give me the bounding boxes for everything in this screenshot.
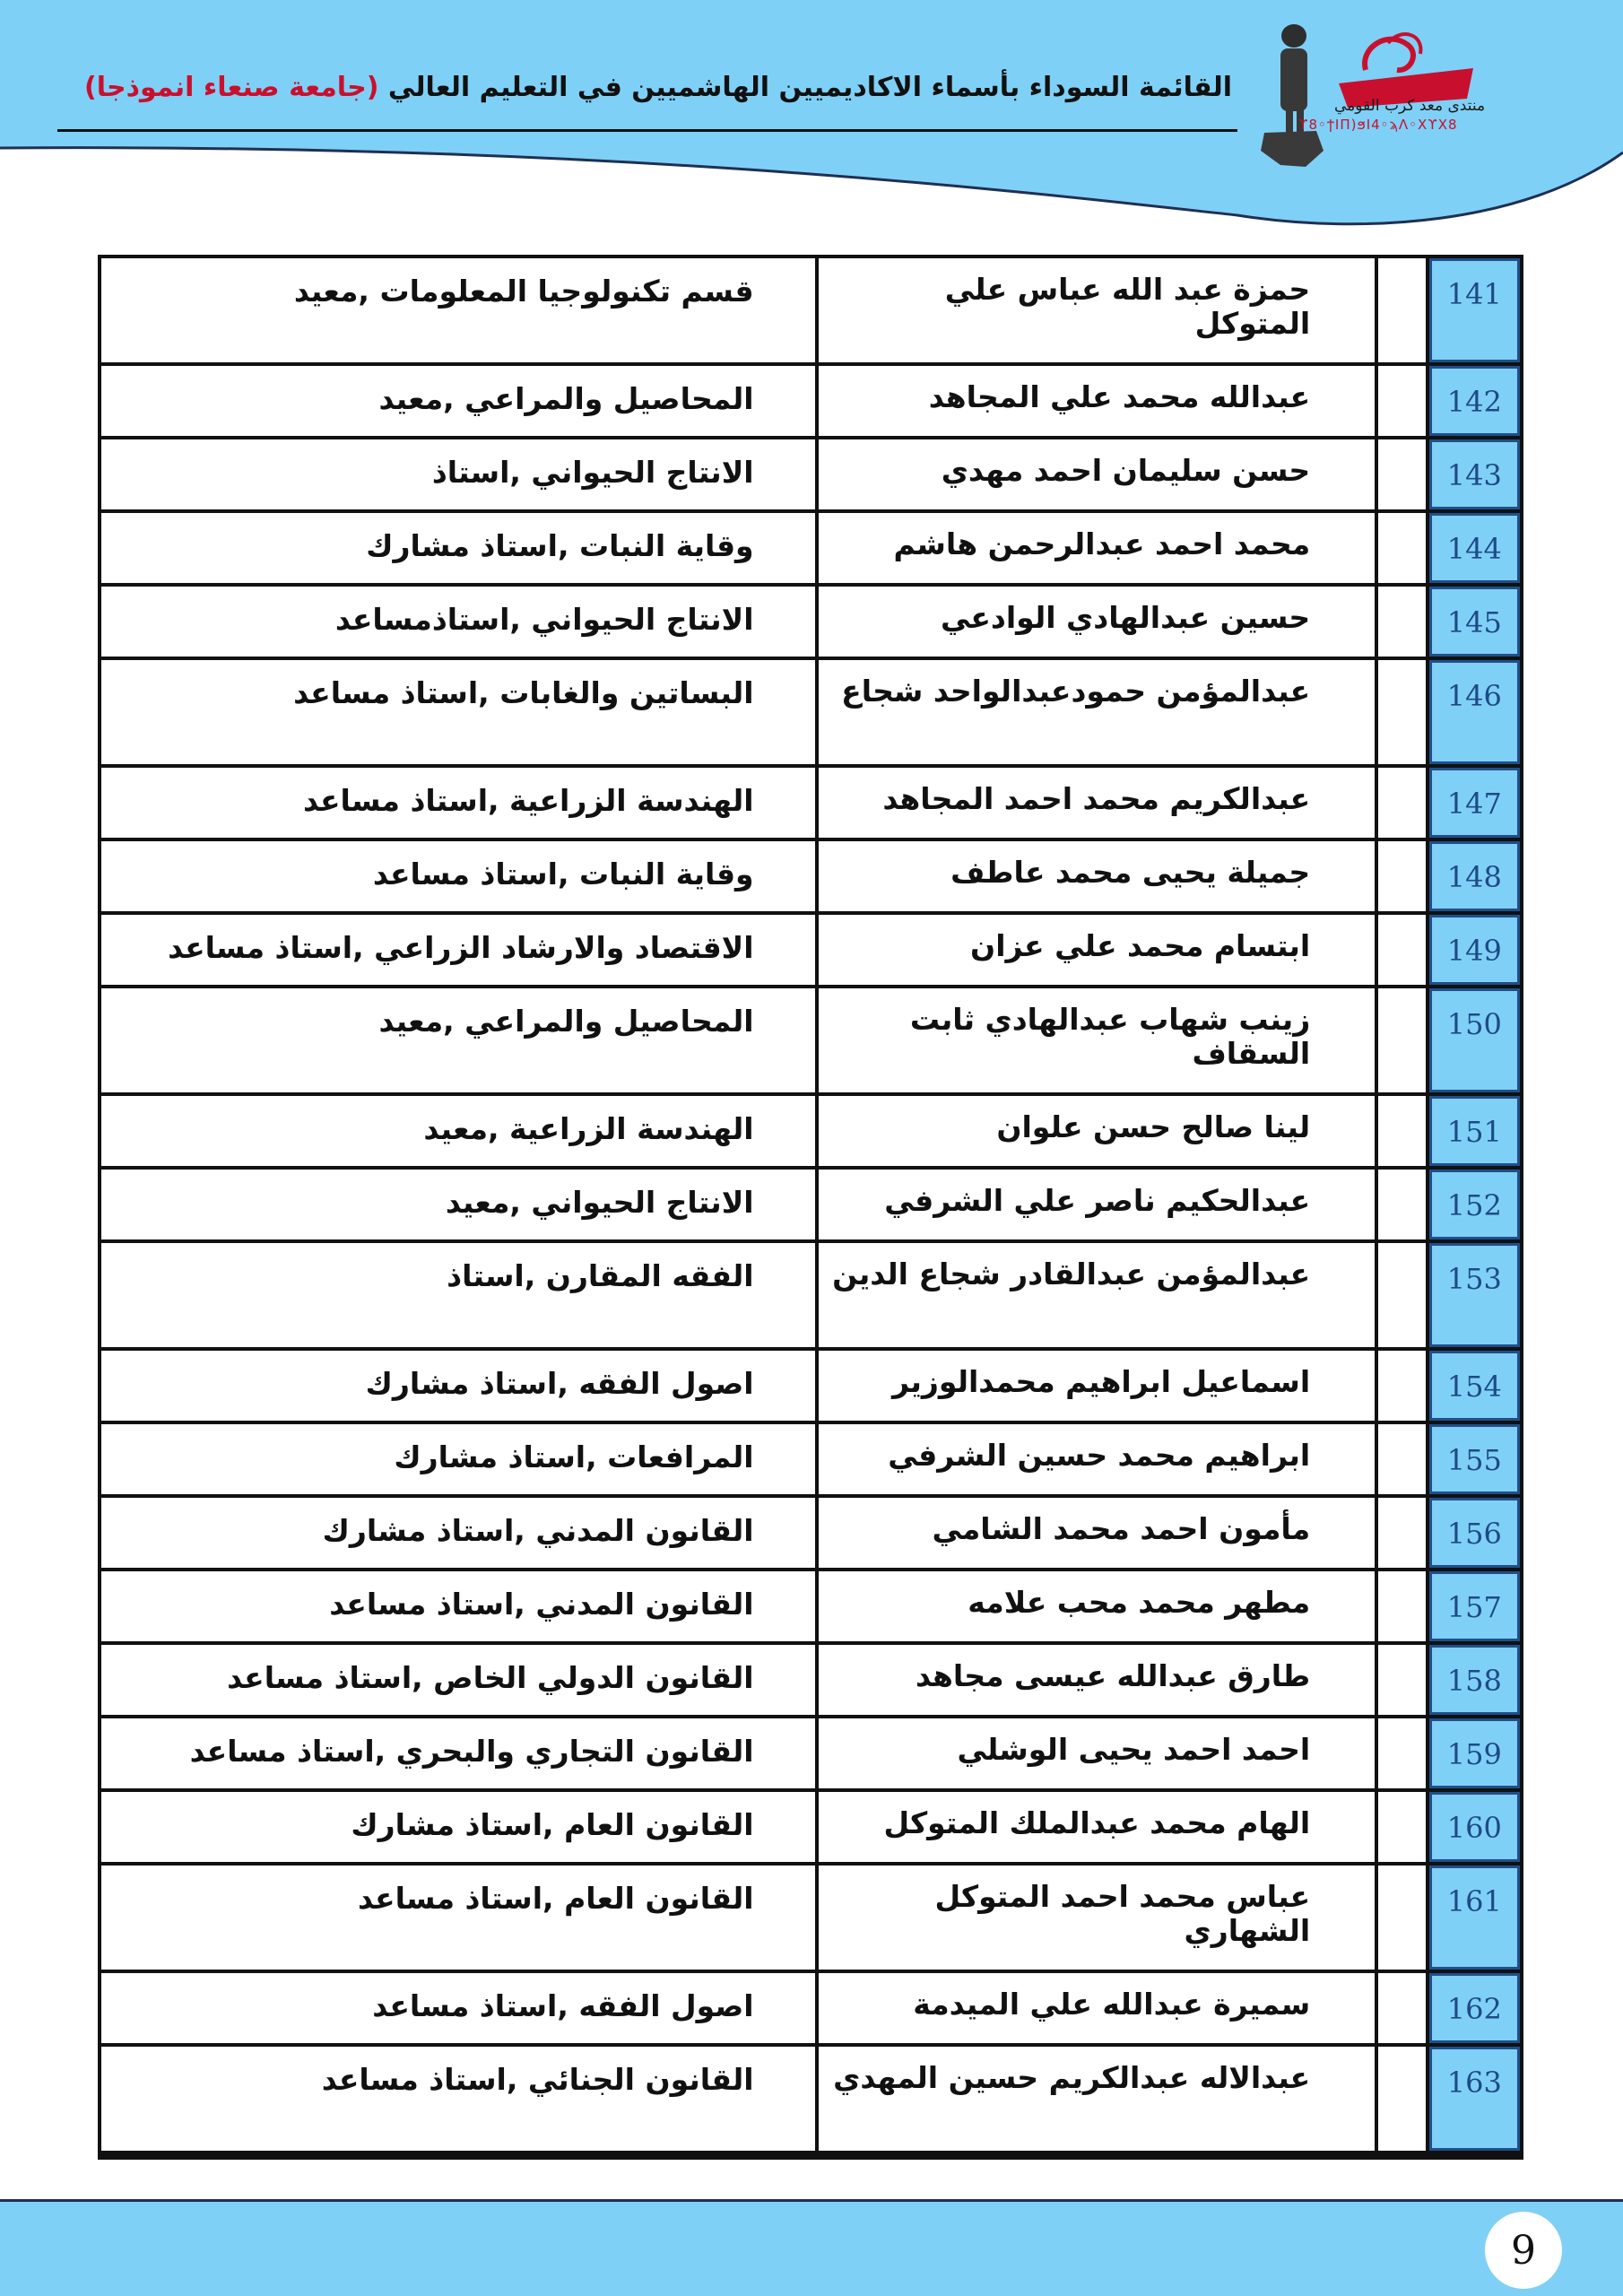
row-name: عبدالمؤمن عبدالقادر شجاع الدين — [819, 1243, 1376, 1347]
table-row — [101, 841, 1520, 911]
row-spacer — [1378, 366, 1426, 436]
row-name: الهام محمد عبدالملك المتوكل — [819, 1792, 1376, 1862]
row-spacer — [1378, 1170, 1426, 1239]
row-name: مأمون احمد محمد الشامي — [819, 1498, 1376, 1568]
row-department: القانون التجاري والبحري ,استاذ مساعد — [101, 1718, 815, 1788]
footer-bar — [0, 2199, 1623, 2296]
row-department: اصول الفقه ,استاذ مساعد — [101, 1973, 815, 2043]
row-department: القانون المدني ,استاذ مساعد — [101, 1571, 815, 1641]
row-department: القانون العام ,استاذ مساعد — [101, 1866, 815, 1970]
row-department: الانتاج الحيواني ,معيد — [101, 1170, 815, 1239]
table-row — [101, 660, 1520, 764]
table-row — [101, 1498, 1520, 1568]
row-number: 144 — [1429, 513, 1520, 583]
row-spacer — [1378, 1243, 1426, 1347]
row-name: زينب شهاب عبدالهادي ثابت السقاف — [819, 988, 1376, 1092]
row-spacer — [1378, 841, 1426, 911]
table-row — [101, 1718, 1520, 1788]
row-name: ابتسام محمد علي عزان — [819, 915, 1376, 985]
row-name: محمد احمد عبدالرحمن هاشم — [819, 513, 1376, 583]
row-name: ابراهيم محمد حسين الشرفي — [819, 1424, 1376, 1494]
table-row — [101, 1571, 1520, 1641]
table-row — [101, 1424, 1520, 1494]
row-name: حمزة عبد الله عباس علي المتوكل — [819, 258, 1376, 362]
row-department: قسم تكنولوجيا المعلومات ,معيد — [101, 258, 815, 362]
names-table — [98, 255, 1523, 2160]
row-spacer — [1378, 988, 1426, 1092]
row-department: وقاية النبات ,استاذ مساعد — [101, 841, 815, 911]
table-row — [101, 258, 1520, 362]
row-number: 147 — [1429, 768, 1520, 838]
row-department: القانون المدني ,استاذ مشارك — [101, 1498, 815, 1568]
row-department: القانون الجنائي ,استاذ مساعد — [101, 2047, 815, 2151]
page-number: 9 — [1485, 2212, 1562, 2289]
row-name: اسماعيل ابراهيم محمدالوزير — [819, 1351, 1376, 1421]
row-number: 161 — [1429, 1866, 1520, 1970]
table-row — [101, 768, 1520, 838]
row-name: عبدالمؤمن حمودعبدالواحد شجاع — [819, 660, 1376, 764]
table-row — [101, 587, 1520, 657]
table-row — [101, 1792, 1520, 1862]
row-spacer — [1378, 439, 1426, 509]
table-row — [101, 439, 1520, 509]
row-number: 159 — [1429, 1718, 1520, 1788]
row-number: 160 — [1429, 1792, 1520, 1862]
row-spacer — [1378, 1351, 1426, 1421]
row-number: 146 — [1429, 660, 1520, 764]
row-department: القانون العام ,استاذ مشارك — [101, 1792, 815, 1862]
row-spacer — [1378, 587, 1426, 657]
row-department: الهندسة الزراعية ,استاذ مساعد — [101, 768, 815, 838]
row-number: 141 — [1429, 258, 1520, 362]
row-spacer — [1378, 1498, 1426, 1568]
row-spacer — [1378, 1792, 1426, 1862]
row-number: 152 — [1429, 1170, 1520, 1239]
row-department: المرافعات ,استاذ مشارك — [101, 1424, 815, 1494]
table-row — [101, 366, 1520, 436]
row-number: 145 — [1429, 587, 1520, 657]
row-number: 154 — [1429, 1351, 1520, 1421]
row-department: المحاصيل والمراعي ,معيد — [101, 988, 815, 1092]
forum-logo — [1254, 16, 1478, 169]
table-row — [101, 1351, 1520, 1421]
row-name: طارق عبدالله عيسى مجاهد — [819, 1645, 1376, 1715]
row-number: 150 — [1429, 988, 1520, 1092]
logo-label: منتدى معد كرب القومي — [1334, 97, 1486, 115]
row-number: 151 — [1429, 1096, 1520, 1166]
row-name: حسن سليمان احمد مهدي — [819, 439, 1376, 509]
table-row — [101, 2047, 1520, 2151]
row-spacer — [1378, 915, 1426, 985]
title-highlight: (جامعة صنعاء انموذجا) — [83, 72, 379, 103]
table-row — [101, 1645, 1520, 1715]
row-number: 149 — [1429, 915, 1520, 985]
row-department: المحاصيل والمراعي ,معيد — [101, 366, 815, 436]
row-name: جميلة يحيى محمد عاطف — [819, 841, 1376, 911]
row-department: الهندسة الزراعية ,معيد — [101, 1096, 815, 1166]
row-spacer — [1378, 1571, 1426, 1641]
row-spacer — [1378, 1718, 1426, 1788]
row-spacer — [1378, 1096, 1426, 1166]
row-number: 158 — [1429, 1645, 1520, 1715]
row-department: اصول الفقه ,استاذ مشارك — [101, 1351, 815, 1421]
table-row — [101, 1243, 1520, 1347]
row-name: عبدالاله عبدالكريم حسين المهدي — [819, 2047, 1376, 2151]
title-underline — [57, 129, 1237, 132]
row-number: 148 — [1429, 841, 1520, 911]
row-number: 153 — [1429, 1243, 1520, 1347]
row-name: احمد احمد يحيى الوشلي — [819, 1718, 1376, 1788]
row-spacer — [1378, 2047, 1426, 2151]
row-number: 142 — [1429, 366, 1520, 436]
row-number: 157 — [1429, 1571, 1520, 1641]
row-spacer — [1378, 1645, 1426, 1715]
row-number: 162 — [1429, 1973, 1520, 2043]
row-spacer — [1378, 258, 1426, 362]
row-number: 163 — [1429, 2047, 1520, 2151]
row-name: سميرة عبدالله علي الميدمة — [819, 1973, 1376, 2043]
table-row — [101, 1170, 1520, 1239]
row-department: الانتاج الحيواني ,استاذمساعد — [101, 587, 815, 657]
row-department: الانتاج الحيواني ,استاذ — [101, 439, 815, 509]
table-row — [101, 1973, 1520, 2043]
row-number: 155 — [1429, 1424, 1520, 1494]
row-number: 156 — [1429, 1498, 1520, 1568]
row-department: وقاية النبات ,استاذ مشارك — [101, 513, 815, 583]
row-department: القانون الدولي الخاص ,استاذ مساعد — [101, 1645, 815, 1715]
row-name: عبدالله محمد علي المجاهد — [819, 366, 1376, 436]
row-spacer — [1378, 768, 1426, 838]
table-row — [101, 1096, 1520, 1166]
row-department: الاقتصاد والارشاد الزراعي ,استاذ مساعد — [101, 915, 815, 985]
row-department: البساتين والغابات ,استاذ مساعد — [101, 660, 815, 764]
row-name: عبدالحكيم ناصر علي الشرفي — [819, 1170, 1376, 1239]
row-name: مطهر محمد محب علامه — [819, 1571, 1376, 1641]
row-spacer — [1378, 1424, 1426, 1494]
row-name: لينا صالح حسن علوان — [819, 1096, 1376, 1166]
row-name: عباس محمد احمد المتوكل الشهاري — [819, 1866, 1376, 1970]
title-main: القائمة السوداء بأسماء الاكاديميين الهاشميين في التعليم العالي — [378, 72, 1232, 103]
row-number: 143 — [1429, 439, 1520, 509]
logo-script-text: ϒ8◦ϯIΠ)ϧI4◦ϡΛ◦ΧϒΧ8 — [1298, 117, 1458, 133]
row-spacer — [1378, 1973, 1426, 2043]
page-title — [84, 72, 1232, 103]
row-spacer — [1378, 660, 1426, 764]
row-name: حسين عبدالهادي الوادعي — [819, 587, 1376, 657]
row-spacer — [1378, 1866, 1426, 1970]
table-row — [101, 988, 1520, 1092]
row-department: الفقه المقارن ,استاذ — [101, 1243, 815, 1347]
table-row — [101, 1866, 1520, 1970]
row-spacer — [1378, 513, 1426, 583]
row-name: عبدالكريم محمد احمد المجاهد — [819, 768, 1376, 838]
table-row — [101, 513, 1520, 583]
table-row — [101, 915, 1520, 985]
